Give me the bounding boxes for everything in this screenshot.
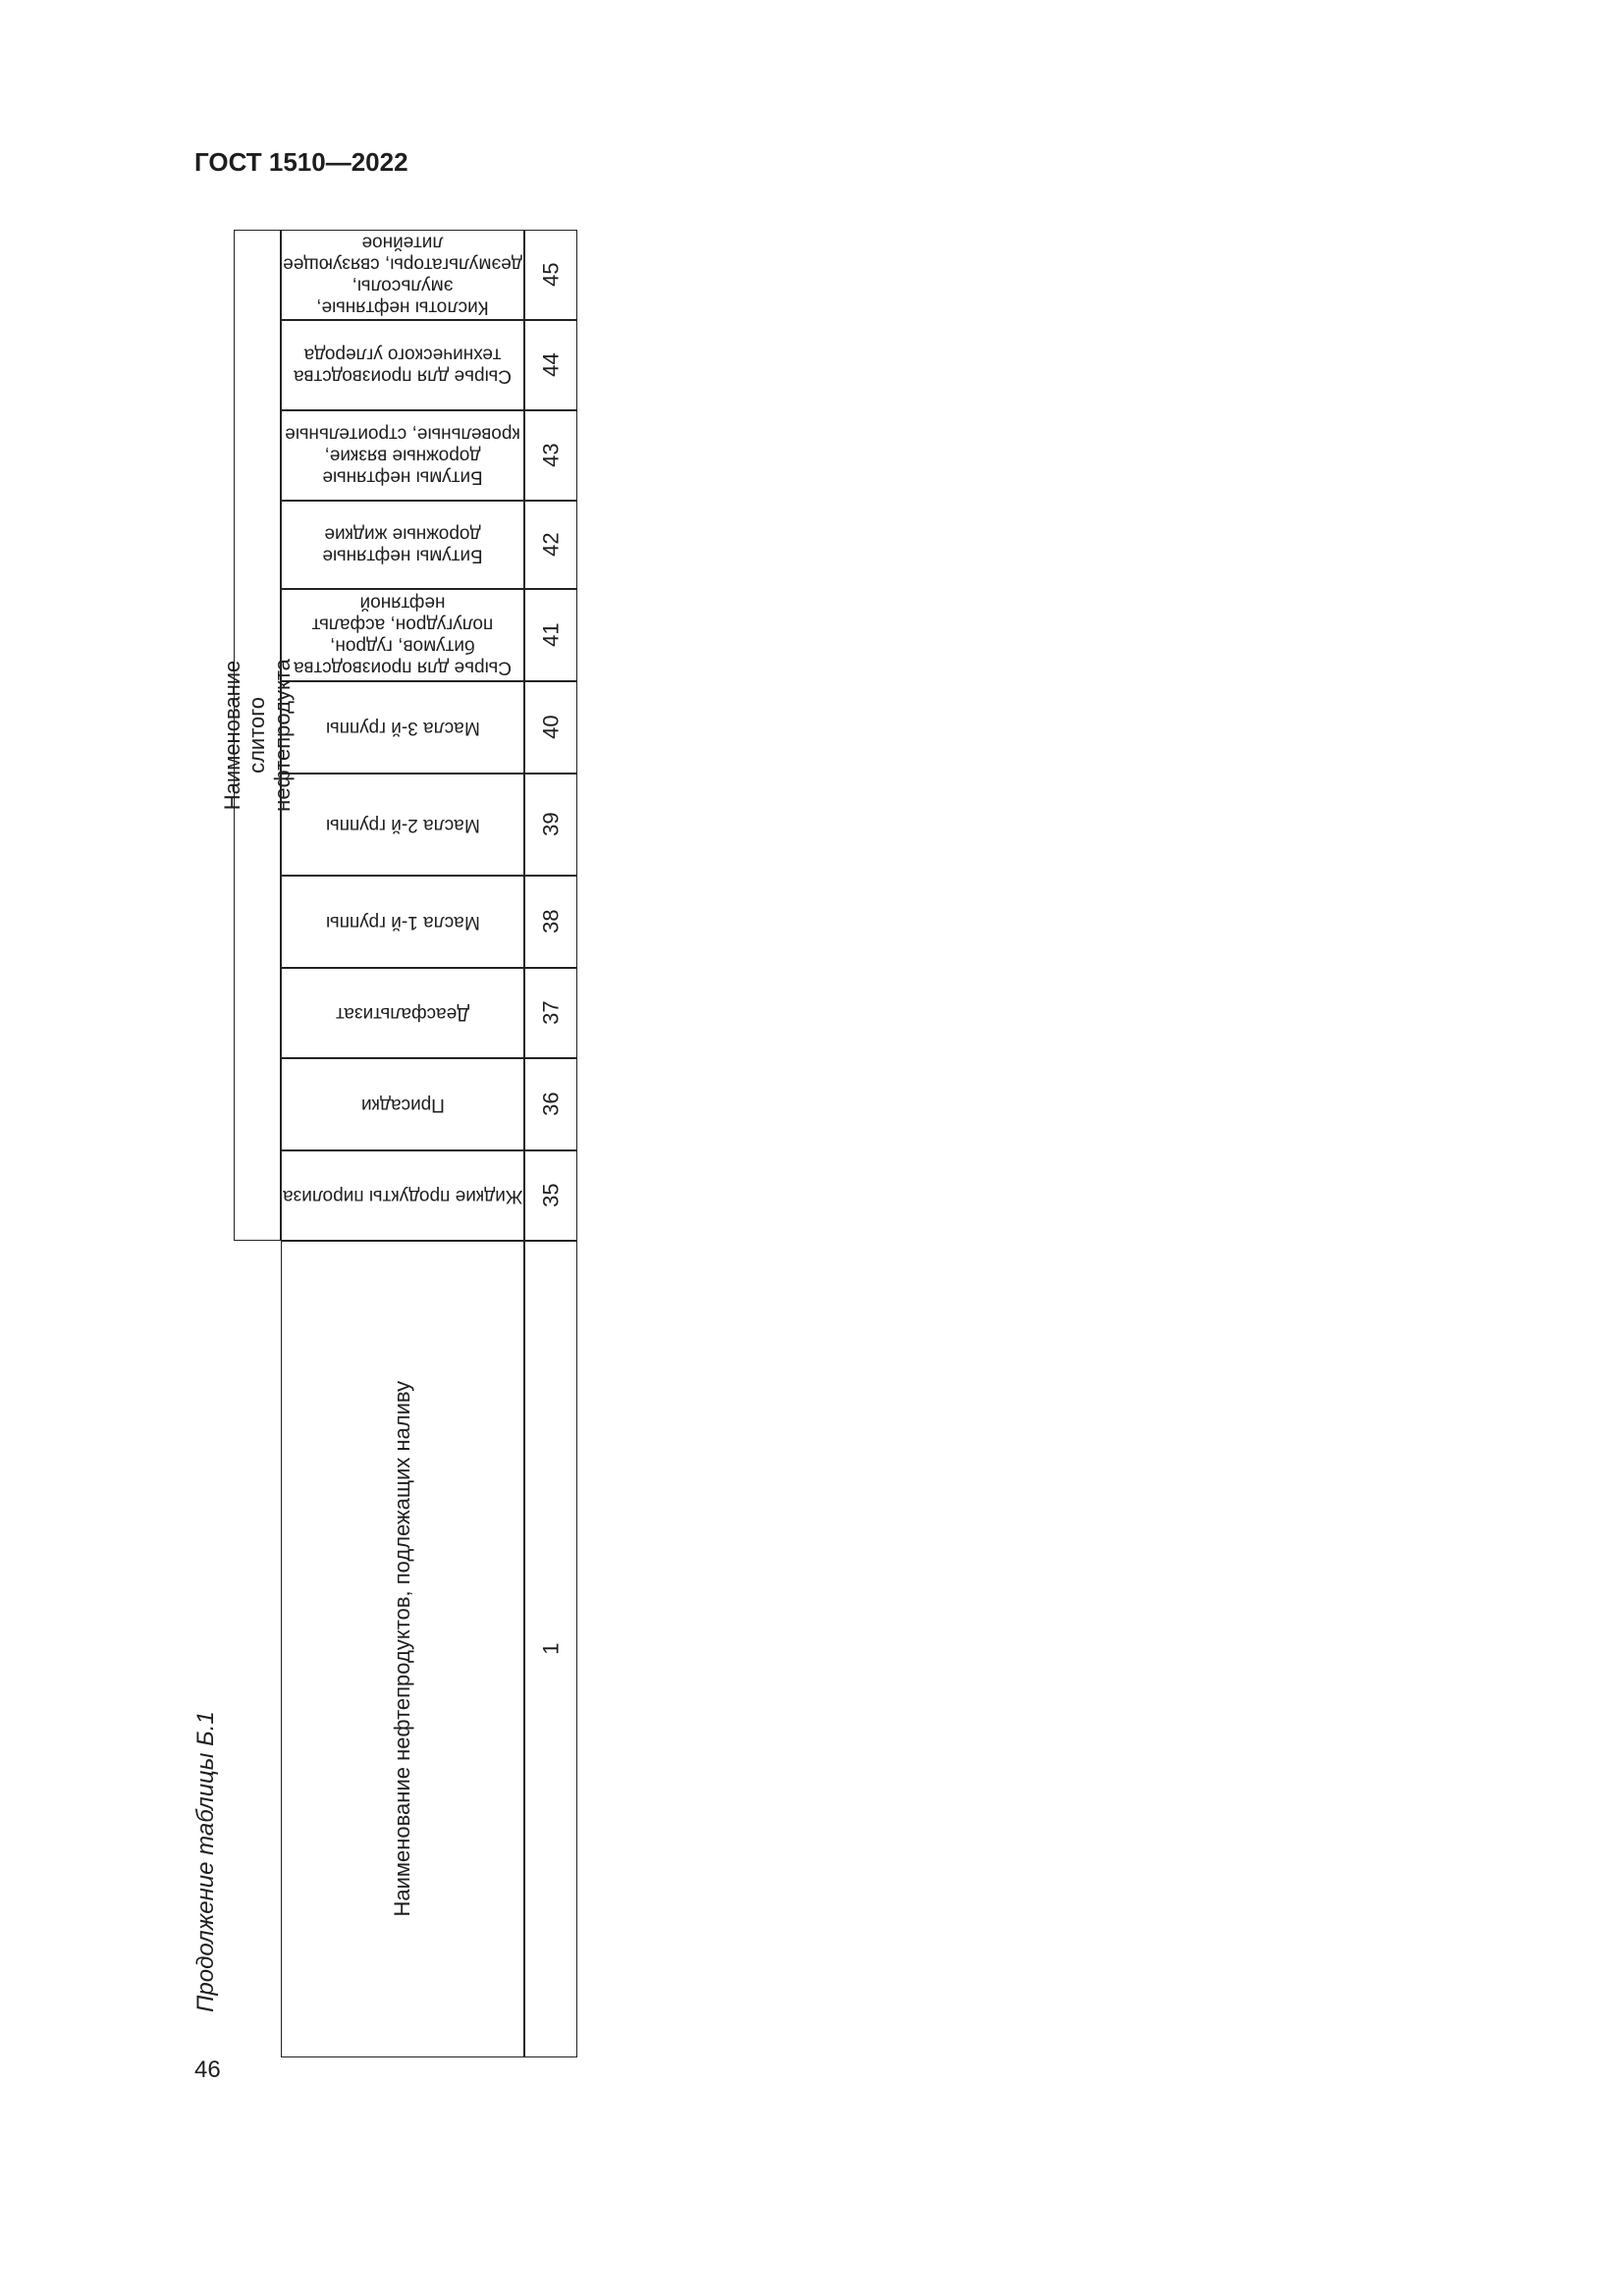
- column-number-39-text: 39: [538, 812, 564, 837]
- column-number-45-text: 45: [538, 262, 564, 288]
- row-header-title-text: Наименование нефтепродуктов, подлежащих наливу: [390, 1381, 415, 1917]
- column-label-36: [281, 1058, 524, 1150]
- column-number-45: [524, 230, 577, 320]
- column-label-39: [281, 774, 524, 876]
- column-label-40: [281, 681, 524, 774]
- column-label-42-text: Битумы нефтяные дорожные жидкие: [322, 524, 483, 566]
- column-number-41: [524, 589, 577, 681]
- group-header: [220, 230, 295, 1241]
- column-label-40-text: Масла 3-й группы: [325, 717, 480, 738]
- column-number-38: [524, 876, 577, 968]
- row-header-title: [281, 1241, 524, 2057]
- column-label-38: [281, 876, 524, 968]
- column-label-43-text: Битумы нефтяные дорожные вязкие, кровельные, строительные: [285, 424, 520, 488]
- compatibility-table: [220, 230, 1267, 2057]
- column-number-35: [524, 1150, 577, 1241]
- document-header: ГОСТ 1510—2022: [194, 147, 408, 177]
- column-label-45-text: Кислоты нефтяные, эмульсолы, деэмульгаторы, связующее литейное: [283, 233, 522, 318]
- page-number: 46: [194, 2056, 221, 2083]
- column-number-38-text: 38: [538, 909, 564, 934]
- column-label-37: [281, 968, 524, 1058]
- column-label-39-text: Масла 2-й группы: [325, 814, 480, 835]
- column-number-36-text: 36: [538, 1092, 564, 1117]
- column-label-38-text: Масла 1-й группы: [325, 911, 480, 933]
- column-number-39: [524, 774, 577, 876]
- column-number-40-text: 40: [538, 715, 564, 740]
- column-number-43: [524, 410, 577, 501]
- column-number-37-text: 37: [538, 1000, 564, 1026]
- column-number-37: [524, 968, 577, 1058]
- column-label-35: [281, 1150, 524, 1241]
- column-label-42: [281, 501, 524, 589]
- column-label-37-text: Деасфальтизат: [335, 1002, 470, 1024]
- group-header-text: Наименование слитого нефтепродукта: [220, 659, 295, 812]
- column-number-42: [524, 501, 577, 589]
- column-number-44-text: 44: [538, 352, 564, 378]
- column-number-43-text: 43: [538, 443, 564, 468]
- column-label-43: [281, 410, 524, 501]
- column-label-41: [281, 589, 524, 681]
- column-number-41-text: 41: [538, 622, 564, 648]
- column-number-35-text: 35: [538, 1183, 564, 1208]
- column-label-35-text: Жидкие продукты пиролиза: [282, 1185, 523, 1206]
- column-label-45: [281, 230, 524, 320]
- column-number-44: [524, 320, 577, 410]
- table-caption: Продолжение таблицы Б.1: [192, 1711, 219, 2012]
- column-number-36: [524, 1058, 577, 1150]
- row-header-number-text: 1: [538, 1642, 564, 1656]
- column-number-42-text: 42: [538, 532, 564, 558]
- column-label-41-text: Сырье для производства битумов, гудрон, полугудрон, асфальт нефтяной: [294, 593, 512, 678]
- column-number-40: [524, 681, 577, 774]
- row-header-number: [524, 1241, 577, 2057]
- column-label-44: [281, 320, 524, 410]
- column-label-36-text: Присадки: [360, 1094, 445, 1115]
- column-label-44-text: Сырье для производства технического углерода: [294, 345, 512, 387]
